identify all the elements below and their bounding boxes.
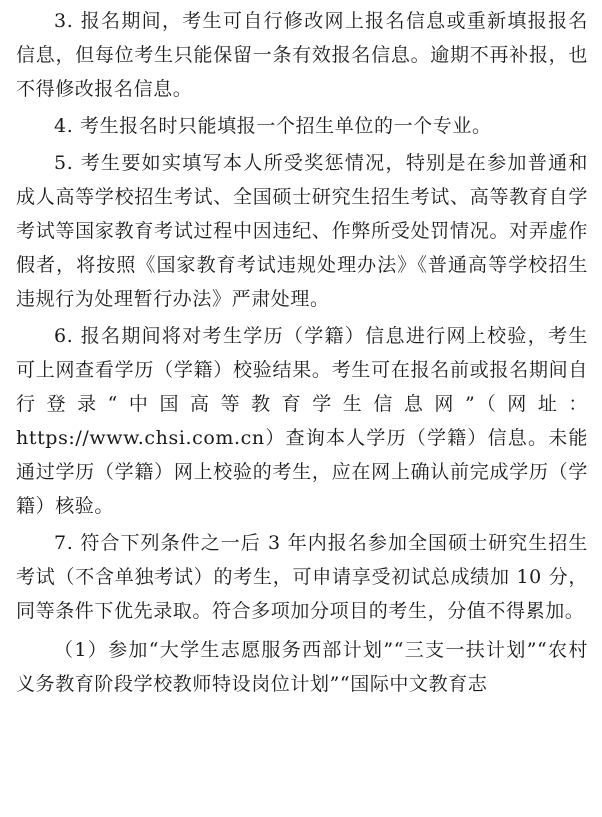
paragraph-item-4: 4. 考生报名时只能填报一个招生单位的一个专业。 [54,115,492,137]
paragraph-item-3: 3. 报名期间，考生可自行修改网上报名信息或重新填报报名信息，但每位考生只能保留一条有效报名信息。逾期不再补报，也不得修改报名信息。 [16,10,588,100]
document-page [16,0,588,701]
paragraph-item-5: 5. 考生要如实填写本人所受奖惩情况，特别是在参加普通和成人高等学校招生考试、全国硕士研究生招生考试、高等教育自学考试等国家教育考试过程中因违纪、作弊所受处罚情况。对弄虚作假者，将按照《国家教育考试违规处理办法》《普通高等学校招生违规行为处理暂行办法》严肃处理。 [16,152,588,310]
paragraph-item-7: 7. 符合下列条件之一后 3 年内报名参加全国硕士研究生招生考试（不含单独考试）的考生，可申请享受初试总成绩加 10 分，同等条件下优先录取。符合多项加分项目的考生，分值不得累加。 [16,532,588,622]
paragraph-item-6: 6. 报名期间将对考生学历（学籍）信息进行网上校验，考生可上网查看学历（学籍）校验结果。考生可在报名前或报名期间自行登录“中国高等教育学生信息网”（网址：https://www.chsi.com.cn）查询本人学历（学籍）信息。未能通过学历（学籍）网上校验的考生，应在网上确认前完成学历（学籍）核验。 [16,325,588,517]
paragraph-subitem-1: （1）参加“大学生志愿服务西部计划”“三支一扶计划”“农村义务教育阶段学校教师特设岗位计划”“国际中文教育志 [16,639,588,695]
